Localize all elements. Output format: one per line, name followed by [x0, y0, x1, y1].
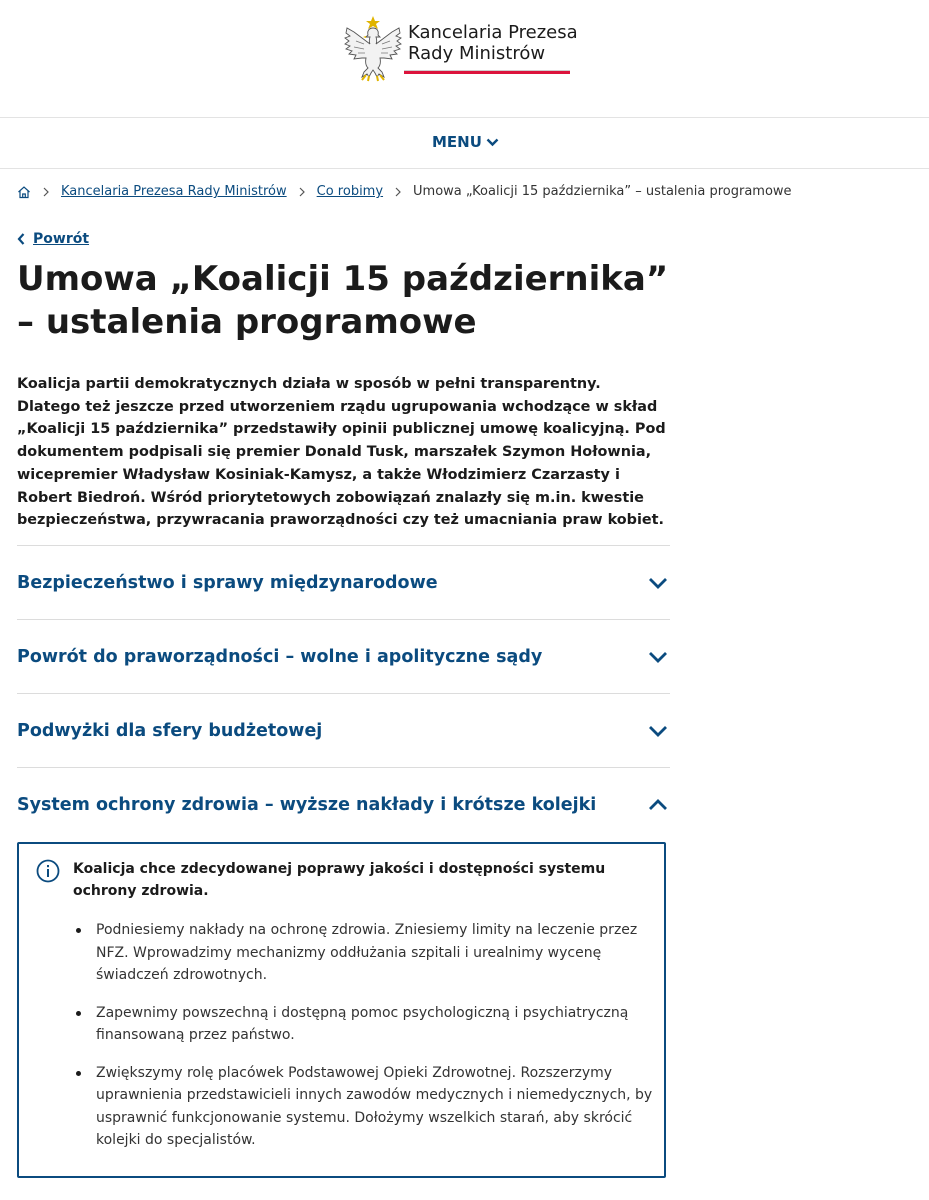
info-icon — [36, 859, 60, 883]
chevron-down-icon — [486, 138, 499, 147]
accordion — [17, 545, 670, 841]
chevron-right-icon — [43, 187, 49, 197]
chevron-down-icon — [648, 577, 668, 589]
accordion-item-podwyzki[interactable] — [17, 693, 670, 767]
breadcrumb-current: Umowa „Koalicji 15 października” – ustalenia programowe — [413, 184, 792, 199]
breadcrumb — [17, 184, 792, 199]
chevron-up-icon — [648, 799, 668, 811]
main-navigation — [0, 118, 929, 169]
accordion-item-title: Bezpieczeństwo i sprawy międzynarodowe — [17, 572, 438, 593]
accordion-item-title: System ochrony zdrowia – wyższe nakłady i krótsze kolejki — [17, 794, 597, 815]
list-item: Zapewnimy powszechną i dostępną pomoc psychologiczną i psychiatryczną finansowaną przez państwo. — [73, 1002, 653, 1047]
lead-paragraph: Koalicja partii demokratycznych działa w sposób w pełni transparentny. Dlatego też jeszcze przed utworzeniem rządu ugrupowania wchodzące w skład „Koalicji 15 października” przedstawiły opinii publicznej umowę koalicyjną. Pod dokumentem podpisali się premier Donald Tusk, marszałek Szymon Hołownia, wicepremier Władysław Kosiniak-Kamysz, a także Włodzimierz Czarzasty i Robert Biedroń. Wśród priorytetowych zobowiązań znalazły się m.in. kwestie bezpieczeństwa, przywracania praworządności czy też umacniania praw kobiet. — [17, 376, 666, 529]
accordion-item-title: Podwyżki dla sfery budżetowej — [17, 720, 323, 741]
menu-button[interactable] — [432, 133, 499, 151]
list-item: Podniesiemy nakłady na ochronę zdrowia. Zniesiemy limity na leczenie przez NFZ. Wprowadzimy mechanizmy oddłużania szpitali i urealnimy wycenę świadczeń zdrowotnych. — [73, 919, 653, 987]
chevron-left-icon — [17, 233, 25, 245]
accordion-item-praworzadnosc[interactable] — [17, 619, 670, 693]
site-logo[interactable] — [342, 14, 578, 82]
site-header — [0, 0, 929, 118]
page-title: Umowa „Koalicji 15 października” – ustalenia programowe — [17, 259, 669, 342]
chevron-down-icon — [648, 725, 668, 737]
menu-label: MENU — [432, 133, 482, 151]
info-lead: Koalicja chce zdecydowanej poprawy jakości i dostępności systemu ochrony zdrowia. — [73, 861, 606, 899]
polish-eagle-emblem-icon — [342, 14, 404, 82]
flag-underline — [404, 70, 570, 74]
accordion-panel-ochrona-zdrowia — [17, 842, 666, 1178]
site-name — [408, 22, 578, 64]
chevron-right-icon — [395, 187, 401, 197]
site-name-line2: Rady Ministrów — [408, 43, 546, 64]
back-link[interactable] — [17, 231, 89, 247]
accordion-item-title: Powrót do praworządności – wolne i apolityczne sądy — [17, 646, 543, 667]
site-name-line1: Kancelaria Prezesa — [408, 22, 578, 43]
home-icon[interactable] — [17, 185, 31, 199]
breadcrumb-link-kprm[interactable]: Kancelaria Prezesa Rady Ministrów — [61, 184, 287, 199]
accordion-item-ochrona-zdrowia[interactable] — [17, 767, 670, 841]
chevron-down-icon — [648, 651, 668, 663]
info-bullet-list — [73, 919, 653, 1167]
accordion-item-bezpieczenstwo[interactable] — [17, 545, 670, 619]
back-link-label: Powrót — [33, 231, 90, 247]
list-item: Zwiększymy rolę placówek Podstawowej Opieki Zdrowotnej. Rozszerzymy uprawnienia przedstawicieli innych zawodów medycznych i niemedycznych, by usprawnić funkcjonowanie systemu. Dołożymy wszelkich starań, aby skrócić kolejki do specjalistów. — [73, 1062, 653, 1152]
breadcrumb-link-co-robimy[interactable]: Co robimy — [316, 184, 384, 199]
chevron-right-icon — [299, 187, 305, 197]
